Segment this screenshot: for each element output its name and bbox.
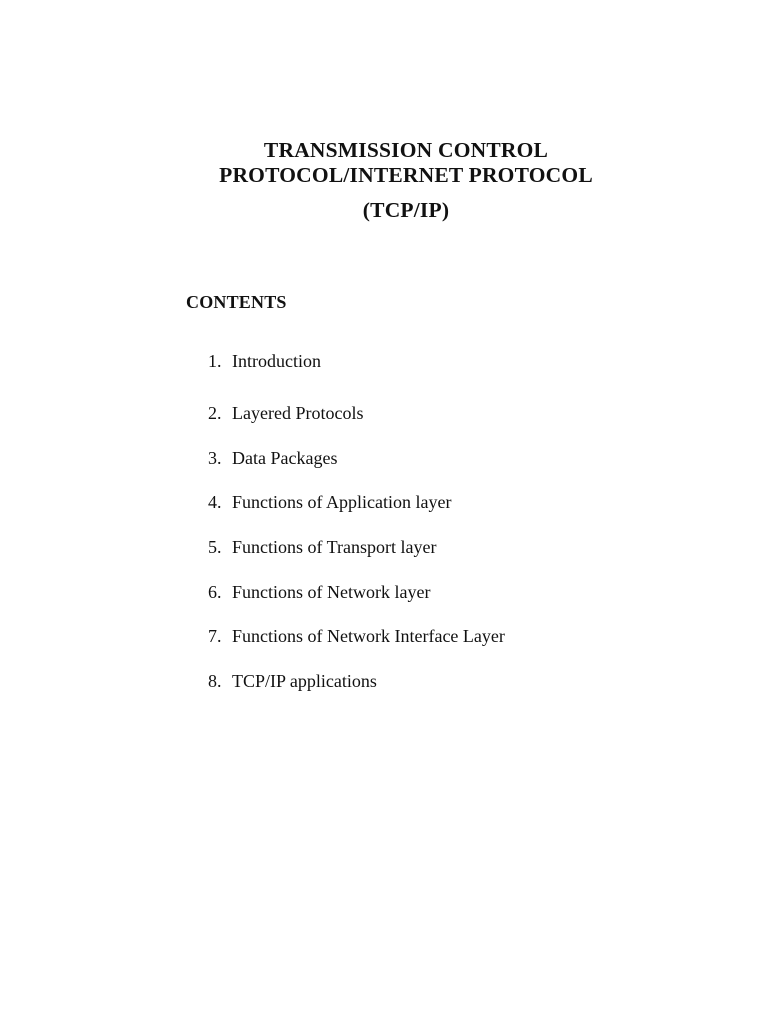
contents-item-number: 8. — [208, 671, 222, 691]
title-line-2: PROTOCOL/INTERNET PROTOCOL — [219, 163, 593, 187]
contents-heading: CONTENTS — [186, 292, 287, 312]
contents-item-label: Layered Protocols — [232, 403, 364, 423]
contents-item-transport-layer — [208, 536, 437, 558]
document-title — [0, 138, 768, 223]
contents-item-number: 4. — [208, 492, 222, 512]
contents-item-label: Data Packages — [232, 448, 338, 468]
contents-item-number: 5. — [208, 537, 222, 557]
contents-item-label: Functions of Application layer — [232, 492, 452, 512]
contents-item-network-layer — [208, 581, 430, 603]
contents-item-label: Functions of Network Interface Layer — [232, 626, 505, 646]
contents-item-label: TCP/IP applications — [232, 671, 377, 691]
contents-item-data-packages — [208, 447, 337, 469]
contents-item-number: 7. — [208, 626, 222, 646]
contents-item-tcp-ip-applications — [208, 670, 377, 692]
contents-item-introduction — [208, 350, 321, 372]
contents-item-network-interface-layer — [208, 625, 505, 647]
contents-item-layered-protocols — [208, 402, 363, 424]
contents-item-number: 1. — [208, 351, 222, 371]
contents-item-label: Functions of Transport layer — [232, 537, 437, 557]
title-abbreviation: (TCP/IP) — [362, 198, 450, 222]
contents-item-application-layer — [208, 491, 451, 513]
contents-item-number: 3. — [208, 448, 222, 468]
title-line-1: TRANSMISSION CONTROL — [263, 138, 549, 162]
contents-item-number: 2. — [208, 403, 222, 423]
contents-item-label: Introduction — [232, 351, 321, 371]
contents-item-number: 6. — [208, 582, 222, 602]
contents-item-label: Functions of Network layer — [232, 582, 431, 602]
